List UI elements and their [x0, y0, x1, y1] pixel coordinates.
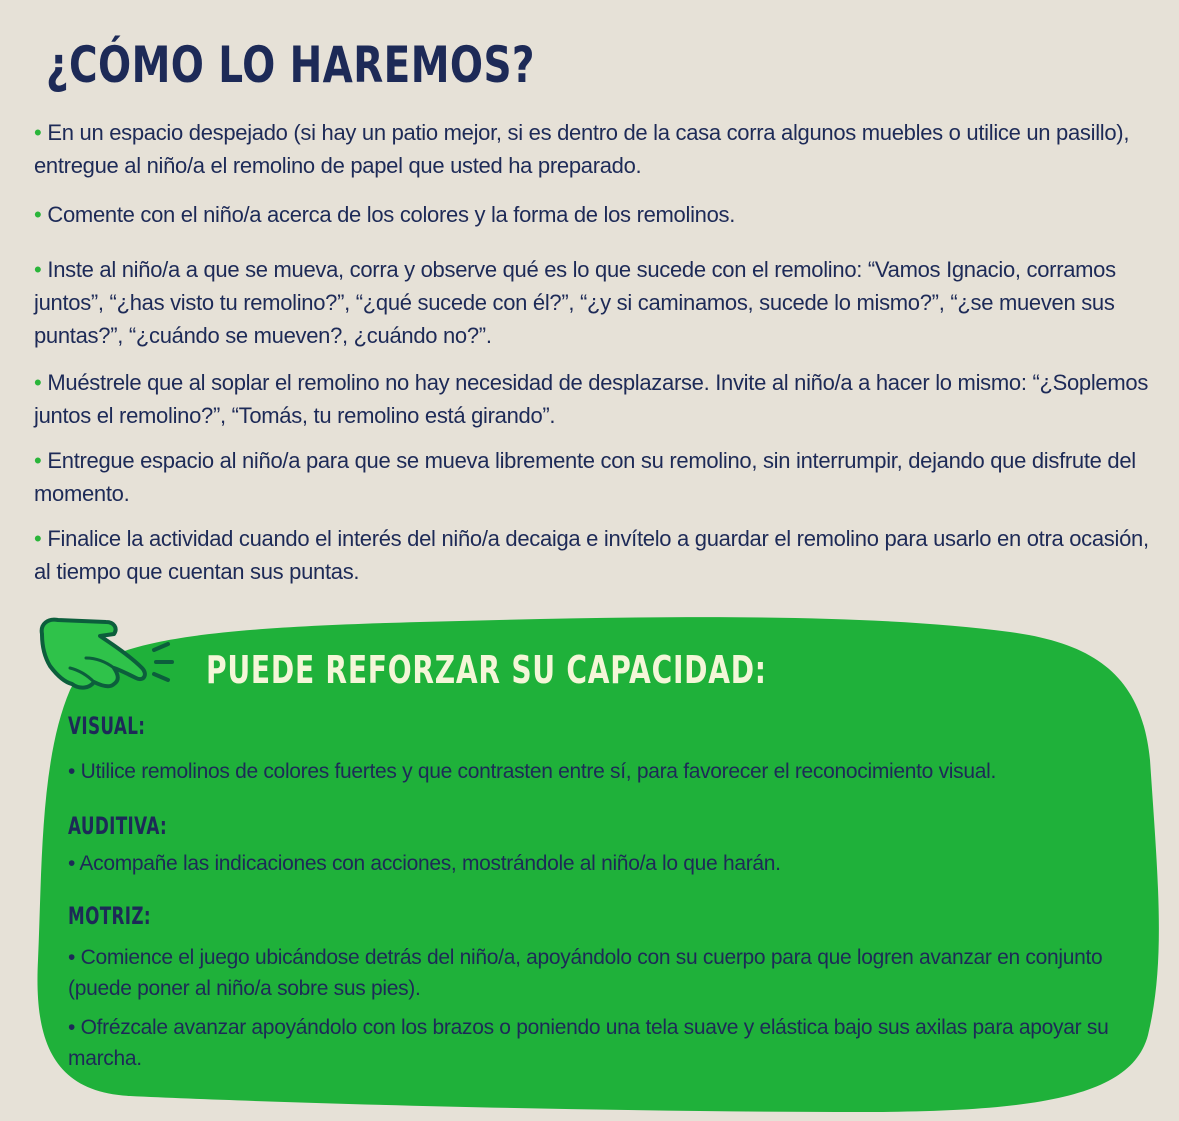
bullet-icon: •: [34, 257, 42, 282]
motriz-item: • Comience el juego ubicándose detrás del niño/a, apoyándolo con su cuerpo para que logren avanzar en conjunto (puede poner al niño/a sobre sus pies).: [68, 946, 1103, 1000]
step-text: En un espacio despejado (si hay un patio mejor, si es dentro de la casa corra algunos muebles o utilice un pasillo), entregue al niño/a el remolino de papel que usted ha preparado.: [34, 120, 1130, 178]
step-text: Inste al niño/a a que se mueva, corra y observe qué es lo que sucede con el remolino: “Vamos Ignacio, corramos juntos”, “¿has visto tu remolino?”, “¿qué sucede con él?”, “¿y si caminamos, sucede lo mismo?”, “¿se mueven sus puntas?”, “¿cuándo se mueven?, ¿cuándo no?”.: [34, 257, 1116, 348]
bullet-icon: •: [34, 526, 42, 551]
motriz-heading: MOTRIZ:: [68, 902, 152, 930]
auditiva-item: • Acompañe las indicaciones con acciones, mostrándole al niño/a lo que harán.: [68, 852, 781, 875]
bullet-icon: •: [34, 448, 42, 473]
visual-heading: VISUAL:: [68, 712, 146, 740]
pointing-hand-icon: [36, 612, 176, 694]
reinforce-title: PUEDE REFORZAR SU CAPACIDAD:: [206, 648, 767, 692]
step-text: Muéstrele que al soplar el remolino no hay necesidad de desplazarse. Invite al niño/a a hacer lo mismo: “¿Soplemos juntos el remolino?”, “Tomás, tu remolino está girando”.: [34, 370, 1149, 428]
visual-item: • Utilice remolinos de colores fuertes y que contrasten entre sí, para favorecer el reconocimiento visual.: [68, 760, 997, 783]
motriz-item: • Ofrézcale avanzar apoyándolo con los brazos o poniendo una tela suave y elástica bajo sus axilas para apoyar su marcha.: [68, 1016, 1109, 1070]
step-text: Entregue espacio al niño/a para que se mueva libremente con su remolino, sin interrumpir, dejando que disfrute del momento.: [34, 448, 1136, 506]
page-title: ¿CÓMO LO HAREMOS?: [46, 36, 535, 94]
bullet-icon: •: [34, 120, 42, 145]
step-text: Comente con el niño/a acerca de los colores y la forma de los remolinos.: [47, 202, 736, 227]
bullet-icon: •: [34, 370, 42, 395]
bullet-icon: •: [34, 202, 42, 227]
step-text: Finalice la actividad cuando el interés del niño/a decaiga e invítelo a guardar el remolino para usarlo en otra ocasión, al tiempo que cuentan sus puntas.: [34, 526, 1149, 584]
auditiva-heading: AUDITIVA:: [68, 812, 168, 840]
